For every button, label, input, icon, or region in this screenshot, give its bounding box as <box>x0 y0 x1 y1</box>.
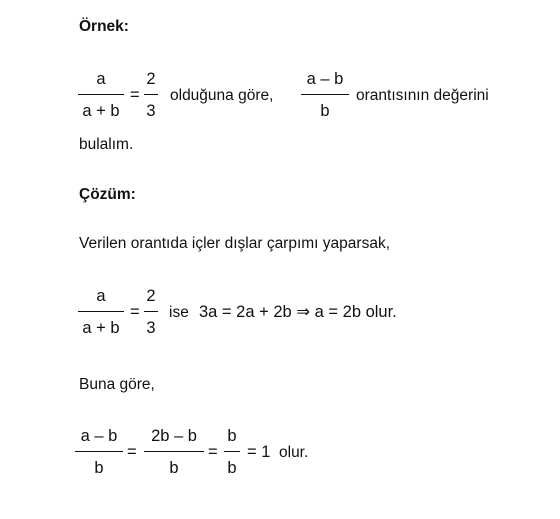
problem-text-orantisinin: orantısının değerini <box>356 87 489 104</box>
fraction-bar <box>144 451 204 452</box>
solution-equation: 3a = 2a + 2b ⇒ a = 2b olur. <box>199 303 397 321</box>
solution-heading: Çözüm: <box>79 186 136 203</box>
fraction-numerator: 2b – b <box>151 427 197 445</box>
fraction-bar <box>75 451 123 452</box>
equals-sign: = <box>130 303 140 321</box>
buna-gore-text: Buna göre, <box>79 376 155 393</box>
fraction-numerator: b <box>227 427 237 445</box>
problem-text-olduguna-gore: olduğuna göre, <box>170 87 274 104</box>
fraction-denominator: b <box>227 459 237 477</box>
equals-sign: = <box>208 443 218 461</box>
fraction-denominator: b <box>169 459 179 477</box>
fraction-denominator: a + b <box>82 102 120 120</box>
example-heading: Örnek: <box>79 18 129 35</box>
fraction-numerator: a <box>96 70 106 88</box>
fraction-denominator: 3 <box>146 319 156 337</box>
solution-intro: Verilen orantıda içler dışlar çarpımı yaparsak, <box>79 235 390 252</box>
equals-sign: = <box>127 443 137 461</box>
fraction-denominator: b <box>320 102 330 120</box>
fraction-bar <box>301 94 349 95</box>
fraction-numerator: a – b <box>306 70 344 88</box>
fraction-numerator: 2 <box>146 287 156 305</box>
fraction-denominator: a + b <box>82 319 120 337</box>
solution-text-ise: ise <box>169 304 189 321</box>
fraction-bar <box>144 94 158 95</box>
problem-text-bulalim: bulalım. <box>79 136 134 153</box>
fraction-bar <box>224 451 240 452</box>
fraction-bar <box>144 311 158 312</box>
equals-sign: = <box>130 86 140 104</box>
equals-one: = 1 <box>247 443 271 461</box>
result-text-olur: olur. <box>279 444 309 461</box>
fraction-numerator: 2 <box>146 70 156 88</box>
fraction-bar <box>78 311 124 312</box>
fraction-denominator: b <box>94 459 104 477</box>
fraction-numerator: a – b <box>80 427 118 445</box>
fraction-denominator: 3 <box>146 102 156 120</box>
fraction-numerator: a <box>96 287 106 305</box>
fraction-bar <box>78 94 124 95</box>
